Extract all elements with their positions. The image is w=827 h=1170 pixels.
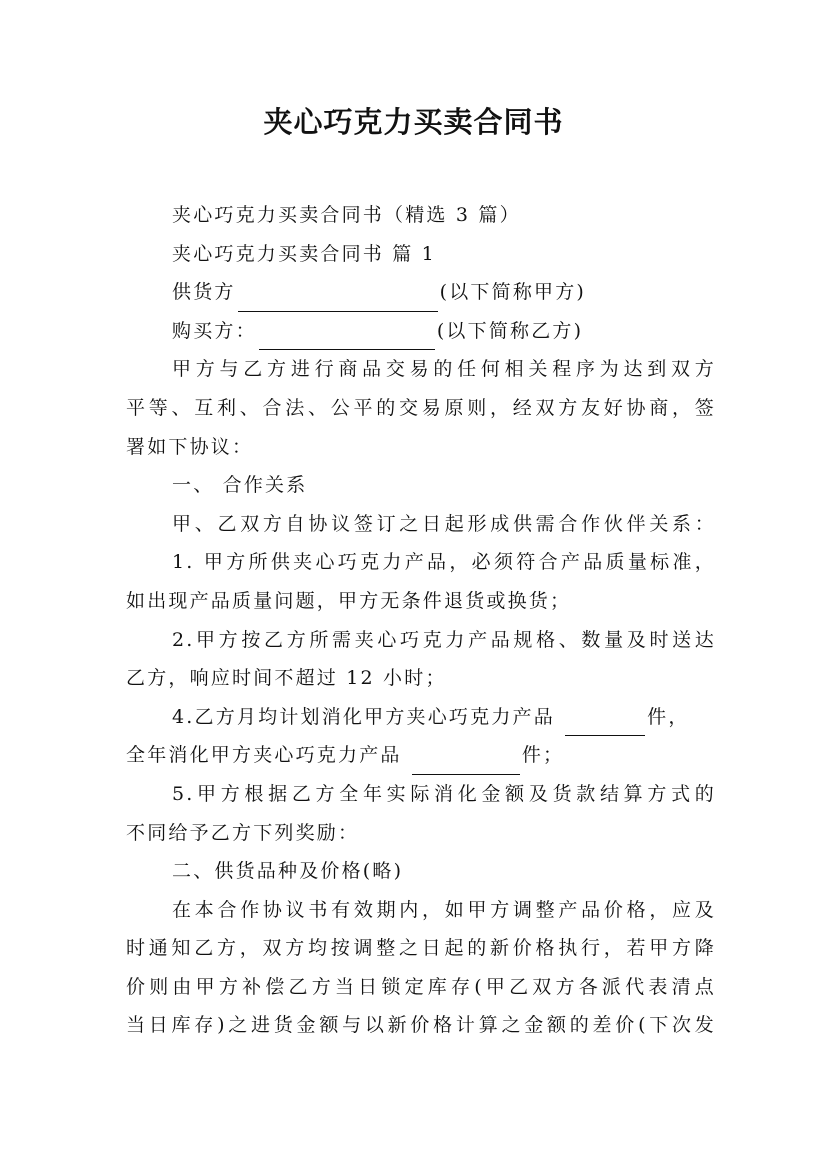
clause-line: [126, 736, 716, 775]
clause-line: [126, 698, 716, 737]
paragraph-line: 甲方与乙方进行商品交易的任何相关程序为达到双方: [172, 358, 716, 381]
section-one-heading: 一、 合作关系: [172, 474, 308, 497]
clause-text: 件；: [521, 744, 565, 767]
paragraph-line: 甲、乙双方自协议签订之日起形成供需合作伙伴关系：: [172, 512, 716, 535]
supplier-blank: [238, 289, 438, 312]
buyer-note: (以下简称乙方): [436, 319, 584, 342]
clause-line: 1. 甲方所供夹心巧克力产品，必须符合产品质量标准，: [172, 551, 716, 574]
clause-line: 2.甲方按乙方所需夹心巧克力产品规格、数量及时送达: [172, 628, 716, 651]
paragraph-line: 平等、互利、合法、公平的交易原则，经双方友好协商，签: [126, 396, 716, 419]
supplier-line: [126, 273, 716, 312]
buyer-line: [126, 312, 716, 351]
clause-line: 不同给予乙方下列奖励：: [126, 821, 360, 844]
clause-line: 5.甲方根据乙方全年实际消化金额及货款结算方式的: [172, 782, 716, 805]
subtitle-line: 夹心巧克力买卖合同书（精选 3 篇）: [172, 204, 521, 226]
paragraph-line: 当日库存)之进货金额与以新价格计算之金额的差价(下次发: [126, 1014, 716, 1037]
annual-quantity-blank: [412, 752, 520, 775]
document-body: [126, 196, 716, 1045]
paragraph-line: 价则由甲方补偿乙方当日锁定库存(甲乙双方各派代表清点: [126, 975, 716, 998]
clause-line: 如出现产品质量问题，甲方无条件退货或换货；: [126, 589, 572, 612]
supplier-label: 供货方: [172, 281, 236, 304]
buyer-label: 购买方：: [172, 319, 257, 342]
section-two-heading: 二、供货品种及价格(略): [172, 860, 404, 883]
document-title: 夹心巧克力买卖合同书: [263, 105, 564, 139]
paragraph-line: 在本合作协议书有效期内，如甲方调整产品价格，应及: [172, 898, 716, 921]
supplier-note: (以下简称甲方): [439, 281, 587, 304]
clause-text: 件，: [647, 705, 690, 728]
clause-text: 4.乙方月均计划消化甲方夹心巧克力产品: [172, 705, 564, 728]
paragraph-line: 署如下协议：: [126, 435, 254, 458]
clause-line: 乙方，响应时间不超过 12 小时；: [126, 667, 447, 690]
buyer-blank: [259, 327, 435, 350]
monthly-quantity-blank: [565, 713, 645, 736]
clause-text: 全年消化甲方夹心巧克力产品: [126, 744, 410, 767]
section-heading-line: 夹心巧克力买卖合同书 篇 1: [172, 242, 436, 265]
paragraph-line: 时通知乙方，双方均按调整之日起的新价格执行，若甲方降: [126, 937, 716, 960]
